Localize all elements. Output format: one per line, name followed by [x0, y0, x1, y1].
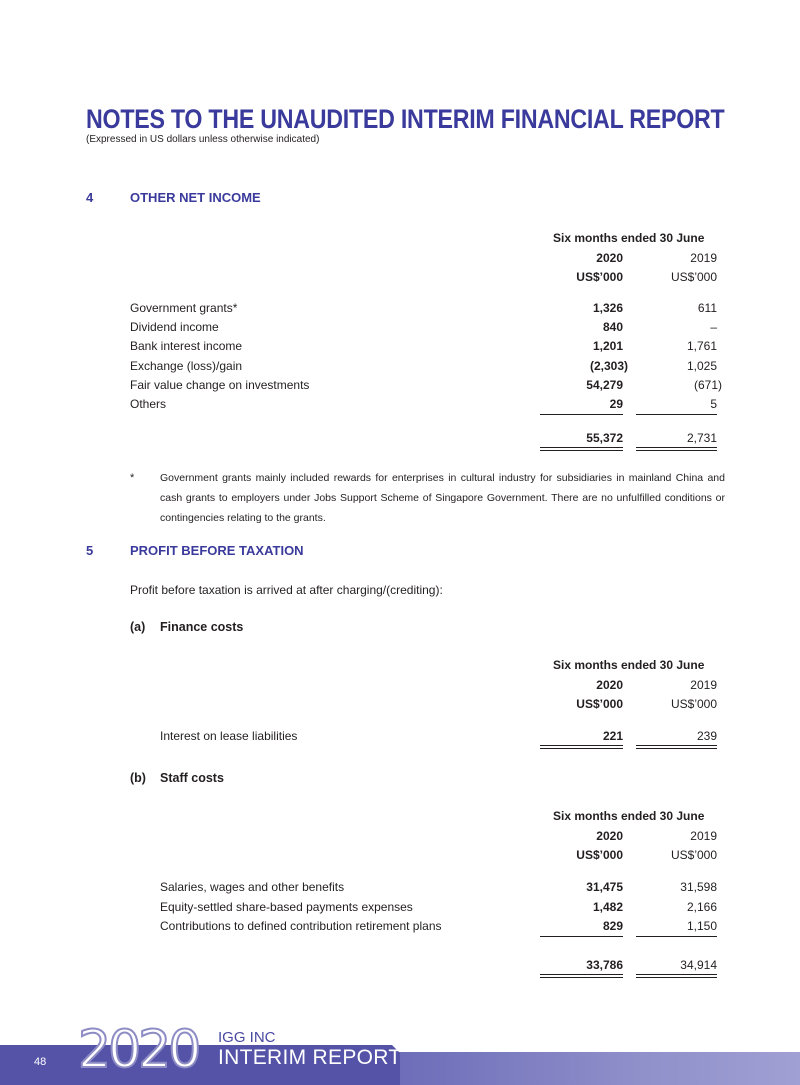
unit-2020-header: US$’000	[576, 848, 623, 862]
row-label: Equity-settled share-based payments expenses	[160, 900, 413, 914]
value-2020: (2,303)	[589, 359, 628, 373]
value-2020: 829	[602, 919, 623, 933]
year-2020-header: 2020	[596, 251, 623, 265]
total-2019: 2,731	[686, 431, 717, 445]
value-2020: 29	[609, 397, 623, 411]
value-2020: 31,475	[586, 880, 623, 894]
company-name: IGG INC	[218, 1029, 276, 1046]
unit-2019-header: US$’000	[670, 697, 717, 711]
value-2020: 221	[602, 729, 623, 743]
period-header: Six months ended 30 June	[553, 231, 705, 245]
subsection-letter: (b)	[130, 771, 146, 785]
page-subtitle: (Expressed in US dollars unless otherwise indicated)	[86, 134, 320, 145]
section-number: 5	[86, 543, 94, 558]
value-2019: –	[710, 320, 717, 334]
value-2020: 1,326	[592, 301, 623, 315]
report-year-logo: 2020	[78, 1020, 199, 1080]
period-header: Six months ended 30 June	[553, 809, 705, 823]
value-2019: 239	[696, 729, 717, 743]
section-intro: Profit before taxation is arrived at after charging/(crediting):	[130, 583, 443, 597]
page-number: 48	[34, 1056, 47, 1068]
section-number: 4	[86, 190, 94, 205]
row-label: Salaries, wages and other benefits	[160, 880, 345, 894]
year-2020-header: 2020	[596, 829, 623, 843]
subtotal-rule-2019	[636, 414, 717, 415]
subsection-letter: (a)	[130, 620, 146, 634]
total-double-rule-2019	[636, 447, 717, 451]
value-2019: 31,598	[680, 880, 717, 894]
year-2019-header: 2019	[690, 251, 717, 265]
value-2019: 1,761	[686, 339, 717, 353]
row-label: Interest on lease liabilities	[160, 729, 298, 743]
finance-costs-heading	[0, 620, 800, 638]
value-2020: 1,201	[592, 339, 623, 353]
value-2020: 1,482	[592, 900, 623, 914]
section-title: OTHER NET INCOME	[130, 190, 261, 205]
unit-2020-header: US$’000	[576, 270, 623, 284]
staff-costs-heading	[0, 771, 800, 789]
value-2019: (671)	[693, 378, 722, 392]
subsection-title: Staff costs	[160, 771, 224, 785]
row-label: Government grants*	[130, 301, 238, 315]
year-2019-header: 2019	[690, 678, 717, 692]
total-double-rule-2019	[636, 745, 717, 749]
subsection-title: Finance costs	[160, 620, 244, 634]
unit-2019-header: US$’000	[670, 270, 717, 284]
subtotal-rule-2020	[540, 414, 623, 415]
section-title: PROFIT BEFORE TAXATION	[130, 543, 304, 558]
total-2020: 55,372	[586, 431, 623, 445]
page-title: NOTES TO THE UNAUDITED INTERIM FINANCIAL REPORT	[86, 104, 725, 134]
row-label: Bank interest income	[130, 339, 243, 353]
unit-2019-header: US$’000	[670, 848, 717, 862]
value-2019: 5	[710, 397, 717, 411]
value-2020: 840	[602, 320, 623, 334]
row-label: Exchange (loss)/gain	[130, 359, 243, 373]
row-label: Others	[130, 397, 167, 411]
footer-gradient-band	[388, 1052, 800, 1085]
report-name: INTERIM REPORT	[218, 1046, 402, 1069]
value-2019: 611	[697, 301, 717, 315]
year-2019-header: 2019	[690, 829, 717, 843]
subtotal-rule-2020	[540, 936, 623, 937]
total-2020: 33,786	[586, 958, 623, 972]
value-2019: 1,025	[686, 359, 717, 373]
total-double-rule-2020	[540, 745, 623, 749]
subtotal-rule-2019	[636, 936, 717, 937]
value-2019: 2,166	[686, 900, 717, 914]
row-label: Dividend income	[130, 320, 219, 334]
row-label: Fair value change on investments	[130, 378, 310, 392]
row-label: Contributions to defined contribution retirement plans	[160, 919, 442, 933]
footnote-marker: *	[130, 472, 135, 484]
total-double-rule-2020	[540, 447, 623, 451]
footnote-text: Government grants mainly included rewards for enterprises in cultural industry for subsidiaries in mainland China and cash grants to employers under Jobs Support Scheme of Singapore Government. There are no unfulfilled conditions or contingencies relating to the grants.	[160, 472, 725, 524]
value-2020: 54,279	[586, 378, 623, 392]
total-double-rule-2020	[540, 974, 623, 978]
total-2019: 34,914	[680, 958, 717, 972]
value-2019: 1,150	[686, 919, 717, 933]
period-header: Six months ended 30 June	[553, 658, 705, 672]
section-5-heading	[0, 543, 800, 561]
year-2020-header: 2020	[596, 678, 623, 692]
unit-2020-header: US$’000	[576, 697, 623, 711]
section-4-heading	[0, 190, 800, 208]
total-double-rule-2019	[636, 974, 717, 978]
